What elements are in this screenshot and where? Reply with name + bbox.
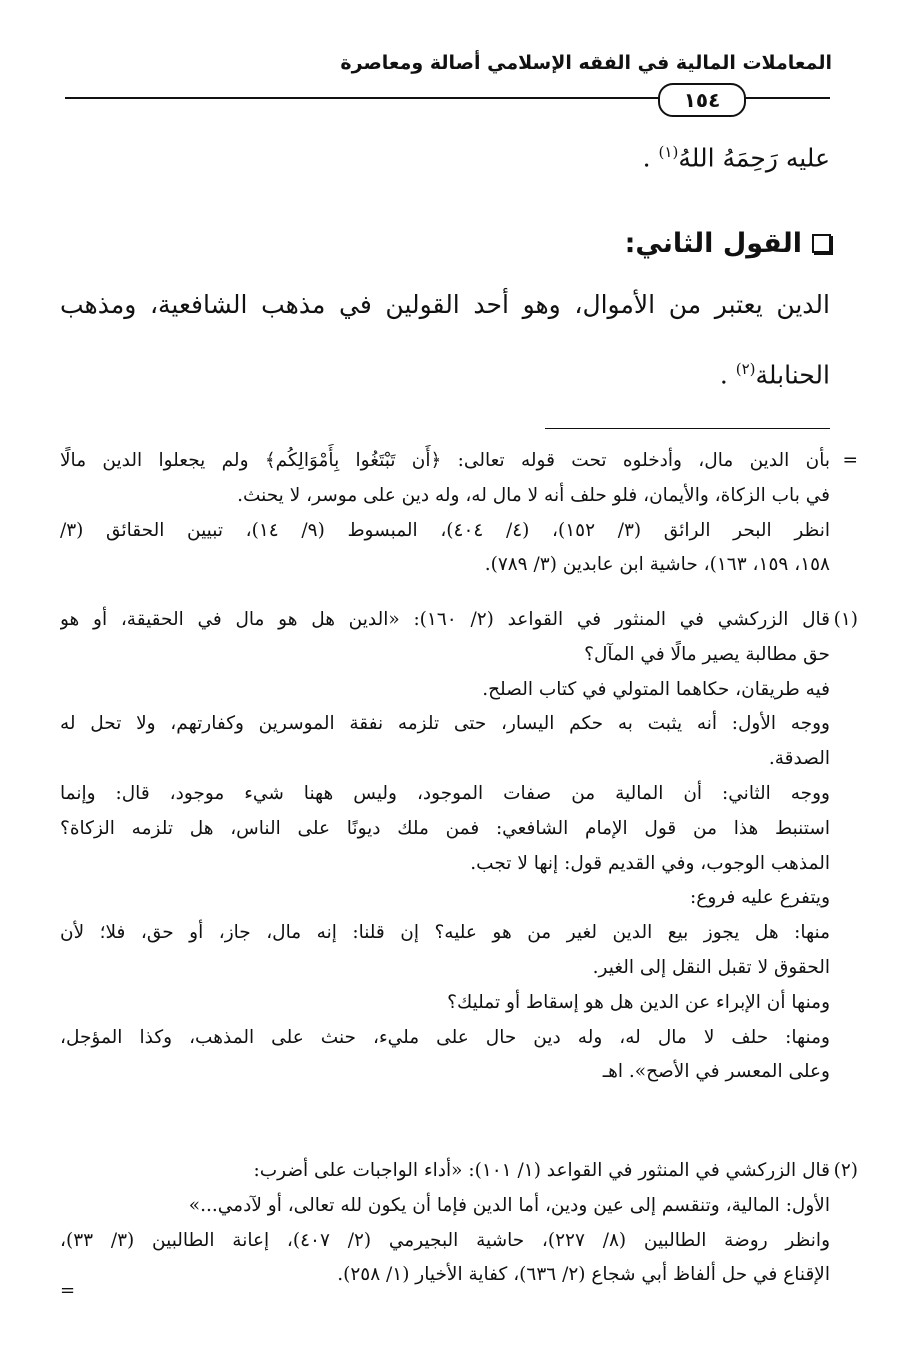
fn1-line-14: وعلى المعسر في الأصح». اهـ: [602, 1061, 830, 1083]
footnote-ref-2: (٢): [735, 360, 756, 378]
fn1-line-5: الصدقة.: [768, 748, 830, 770]
footnote-2: [60, 1154, 858, 1293]
fn1-line-10: منها: هل يجوز بيع الدين لغير من هو عليه؟ إن قلنا: إنه مال، جاز، أو حق، فلا؛ لأن: [60, 922, 830, 944]
square-bullet-icon: [812, 234, 831, 253]
main-paragraph-line-1: الدين يعتبر من الأموال، وهو أحد القولين في مذهب الشافعية، ومذهب: [60, 290, 830, 319]
main-line-1-end: .: [642, 143, 651, 173]
cont-line-4: ١٥٨، ١٥٩، ١٦٣)، حاشية ابن عابدين (٣/ ٧٨٩).: [484, 554, 830, 576]
fn1-line-6: ووجه الثاني: أن المالية من صفات الموجود، وليس ههنا شيء موجود، قال: وإنما: [60, 782, 830, 804]
fn1-line-8: المذهب الوجوب، وفي القديم قول: إنها لا تجب.: [470, 852, 830, 874]
fn2-line-3: وانظر روضة الطالبين (٨/ ٢٢٧)، حاشية البجيرمي (٢/ ٤٠٧)، إعانة الطالبين (٣/ ٣٣)،: [60, 1229, 830, 1251]
continuation-marker: =: [842, 450, 858, 471]
footnote-1: [60, 603, 858, 1090]
fn1-line-3: فيه طريقان، حكاهما المتولي في كتاب الصلح.: [482, 678, 830, 700]
footnote-continuation: [60, 444, 858, 583]
fn1-line-1: قال الزركشي في المنثور في القواعد (٢/ ١٦٠): «الدين هل هو مال في الحقيقة، أو هو: [60, 609, 830, 630]
main-paragraph-line-2-text: الحنابلة: [755, 360, 830, 390]
cont-line-1: بأن الدين مال، وأدخلوه تحت قوله تعالى: ﴿أَن تَبْتَغُوا بِأَمْوَالِكُم﴾ ولم يجعلوا الدين مالًا: [60, 450, 830, 471]
fn1-line-12: ومنها أن الإبراء عن الدين هل هو إسقاط أو تمليك؟: [447, 991, 830, 1013]
trailing-continuation-marker: =: [60, 1280, 76, 1301]
running-header-title: المعاملات المالية في الفقه الإسلامي أصالة ومعاصرة: [340, 52, 832, 74]
main-paragraph-line-2: [60, 360, 830, 389]
footnote-separator: [545, 428, 830, 429]
fn1-line-7: استنبط هذا من قول الإمام الشافعي: فمن ملك ديونًا على الناس، هل تلزمه الزكاة؟: [60, 817, 830, 839]
main-paragraph-line-2-end: .: [719, 360, 728, 390]
main-line-1: [60, 143, 830, 172]
fn2-line-4: الإقناع في حل ألفاظ أبي شجاع (٢/ ٦٣٦)، كفاية الأخيار (١/ ٢٥٨).: [337, 1264, 830, 1286]
fn1-line-2: حق مطالبة يصير مالًا في المآل؟: [584, 643, 830, 665]
fn1-line-4: ووجه الأول: أنه يثبت به حكم اليسار، حتى تلزمه نفقة الموسرين وكفارتهم، ولا تحل له: [60, 713, 830, 735]
fn2-line-1: قال الزركشي في المنثور في القواعد (١/ ١٠١): «أداء الواجبات على أضرب:: [253, 1160, 830, 1181]
fn1-line-9: ويتفرع عليه فروع:: [690, 887, 830, 909]
main-line-1-text: عليه رَحِمَهُ اللهُ: [678, 143, 830, 173]
cont-line-3: انظر البحر الرائق (٣/ ١٥٢)، (٤/ ٤٠٤)، المبسوط (٩/ ١٤)، تبيين الحقائق (٣/: [60, 519, 830, 541]
fn1-line-13: ومنها: حلف لا مال له، وله دين حال على مليء، حنث على المذهب، وكذا المؤجل،: [60, 1026, 830, 1048]
fn1-line-11: الحقوق لا تقبل النقل إلى الغير.: [592, 956, 830, 978]
fn2-line-2: الأول: المالية، وتنقسم إلى عين ودين، أما الدين فإما أن يكون لله تعالى، أو لآدمي...»: [188, 1194, 830, 1216]
section-heading: [625, 228, 831, 259]
footnote-ref-1: (١): [658, 143, 679, 161]
footnote-2-marker: (٢): [833, 1160, 858, 1181]
page-number: ١٥٤: [658, 83, 746, 117]
cont-line-2: في باب الزكاة، والأيمان، فلو حلف أنه لا مال له، وله دين على موسر، لا يحنث.: [237, 484, 830, 506]
section-heading-text: القول الثاني:: [624, 228, 802, 259]
footnote-1-marker: (١): [833, 609, 858, 630]
